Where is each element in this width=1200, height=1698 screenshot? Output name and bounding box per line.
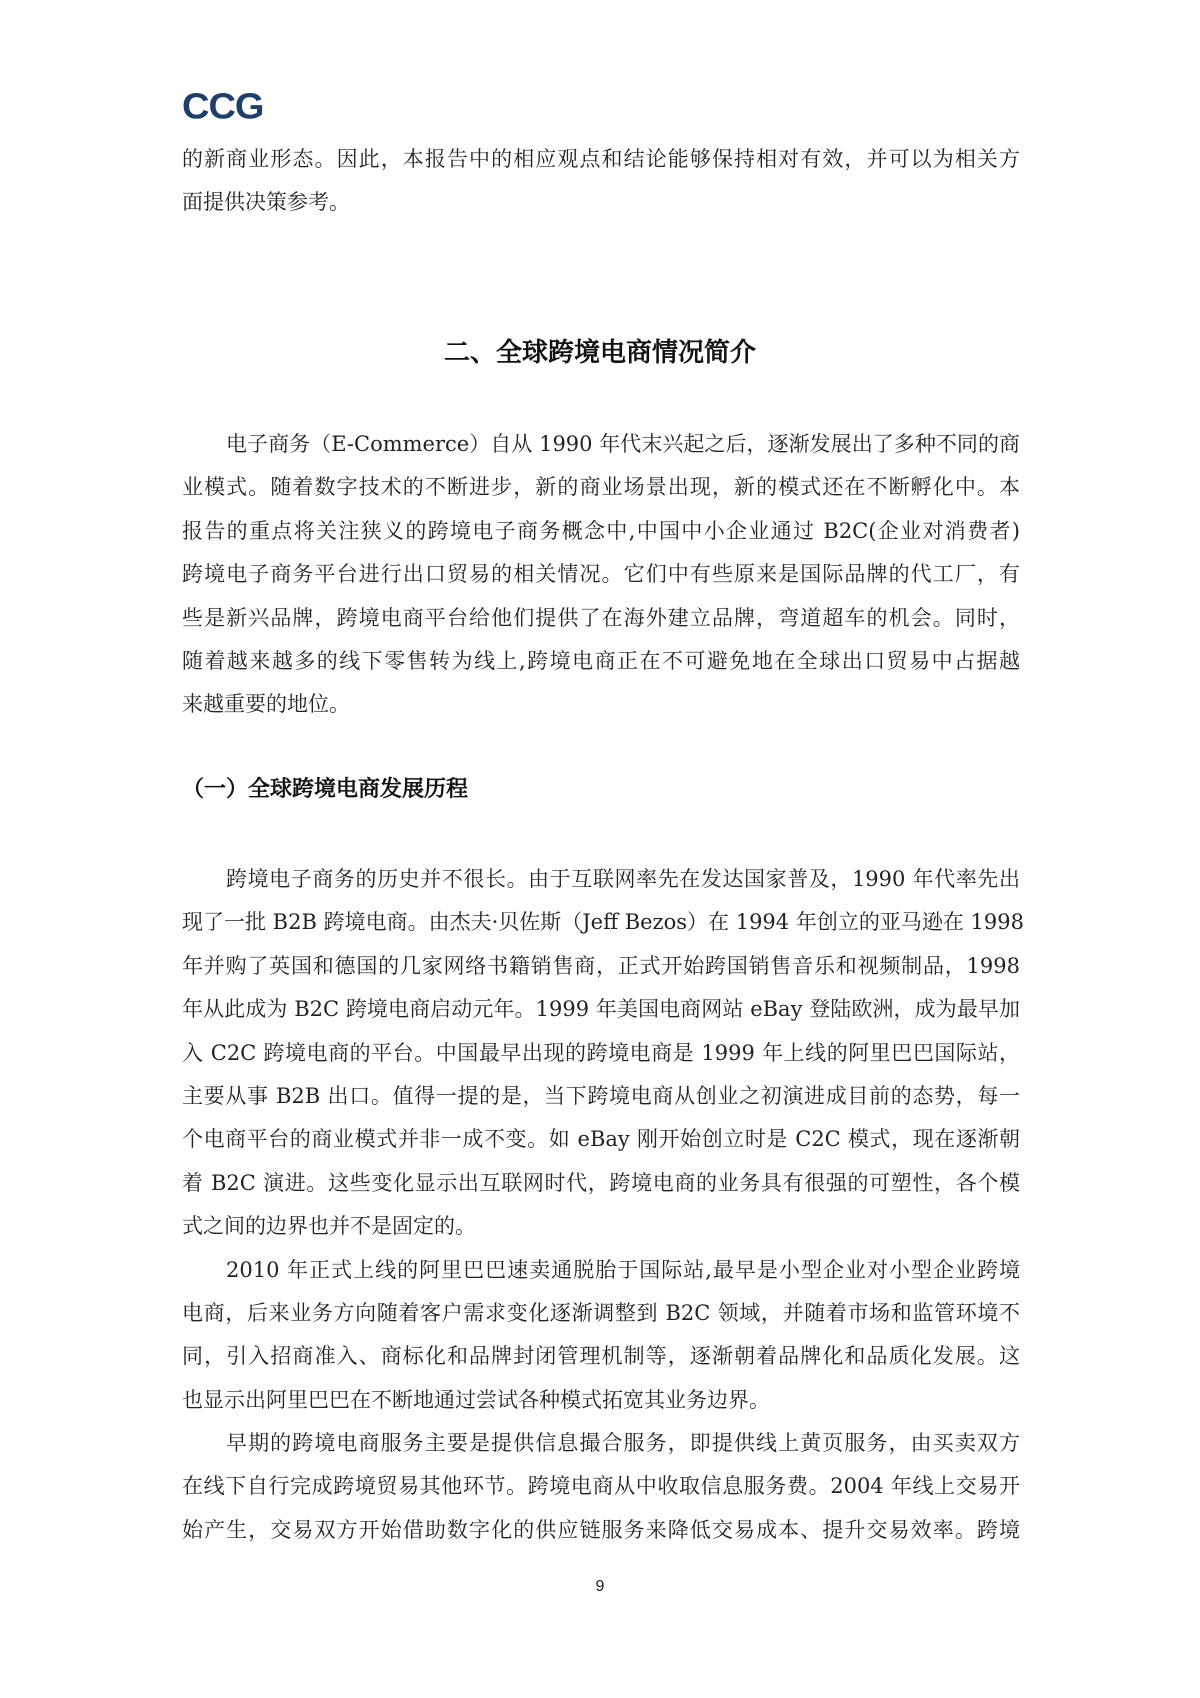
- text-line: 也显示出阿里巴巴在不断地通过尝试各种模式拓宽其业务边界。: [182, 1387, 770, 1412]
- text-line: 个电商平台的商业模式并非一成不变。如 eBay 刚开始创立时是 C2C 模式，现在逐渐朝: [182, 1127, 1020, 1152]
- section-paragraph: [182, 423, 1020, 727]
- text-line: 式之间的边界也并不是固定的。: [182, 1214, 476, 1239]
- text-line: 现了一批 B2B 跨境电商。由杰夫·贝佐斯（Jeff Bezos）在 1994 年创立的亚马逊在 1998: [182, 910, 1024, 935]
- text-line: 跨境电子商务平台进行出口贸易的相关情况。它们中有些原来是国际品牌的代工厂，有: [182, 562, 1020, 587]
- text-line: 年从此成为 B2C 跨境电商启动元年。1999 年美国电商网站 eBay 登陆欧洲，成为最早加: [182, 997, 1020, 1022]
- text-line: 业模式。随着数字技术的不断进步，新的商业场景出现，新的模式还在不断孵化中。本: [182, 475, 1020, 500]
- text-line: 面提供决策参考。: [182, 190, 350, 215]
- paragraph-early-services: [182, 1422, 1020, 1552]
- page-number: 9: [595, 1578, 605, 1595]
- text-line: 2010 年正式上线的阿里巴巴速卖通脱胎于国际站,最早是小型企业对小型企业跨境: [226, 1257, 1020, 1282]
- text-line: 主要从事 B2B 出口。值得一提的是，当下跨境电商从创业之初演进成目前的态势，每一: [182, 1083, 1020, 1108]
- text-line: 随着越来越多的线下零售转为线上,跨境电商正在不可避免地在全球出口贸易中占据越: [182, 648, 1020, 673]
- text-line: 着 B2C 演进。这些变化显示出互联网时代，跨境电商的业务具有很强的可塑性，各个模: [182, 1170, 1020, 1195]
- text-line: 来越重要的地位。: [182, 692, 350, 717]
- text-line: 报告的重点将关注狭义的跨境电子商务概念中,中国中小企业通过 B2C(企业对消费者): [182, 518, 1020, 543]
- paragraph-history: [182, 858, 1024, 1249]
- text-line: 同，引入招商准入、商标化和品牌封闭管理机制等，逐渐朝着品牌化和品质化发展。这: [182, 1344, 1020, 1369]
- text-line: 的新商业形态。因此，本报告中的相应观点和结论能够保持相对有效，并可以为相关方: [182, 147, 1020, 171]
- text-line: 电商，后来业务方向随着客户需求变化逐渐调整到 B2C 领域，并随着市场和监管环境不: [182, 1300, 1020, 1325]
- text-line: 早期的跨境电商服务主要是提供信息撮合服务，即提供线上黄页服务，由买卖双方: [226, 1431, 1020, 1456]
- text-line: 入 C2C 跨境电商的平台。中国最早出现的跨境电商是 1999 年上线的阿里巴巴国际站，: [182, 1040, 1020, 1065]
- intro-paragraph: [182, 138, 1020, 225]
- text-line: 始产生，交易双方开始借助数字化的供应链服务来降低交易成本、提升交易效率。跨境: [182, 1517, 1020, 1542]
- text-line: 电子商务（E-Commerce）自从 1990 年代末兴起之后，逐渐发展出了多种不同的商: [226, 432, 1020, 456]
- text-line: 些是新兴品牌，跨境电商平台给他们提供了在海外建立品牌，弯道超车的机会。同时，: [182, 605, 1020, 630]
- section-title: 二、全球跨境电商情况简介: [443, 338, 756, 368]
- text-line: 年并购了英国和德国的几家网络书籍销售商，正式开始跨国销售音乐和视频制品，1998: [182, 953, 1020, 978]
- text-line: 在线下自行完成跨境贸易其他环节。跨境电商从中收取信息服务费。2004 年线上交易开: [182, 1474, 1020, 1499]
- paragraph-aliexpress: [182, 1249, 1020, 1423]
- ccg-logo: CCG: [182, 87, 264, 127]
- subsection-title: （一）全球跨境电商发展历程: [182, 777, 469, 802]
- subsection-body: [182, 858, 1024, 1552]
- text-line: 跨境电子商务的历史并不很长。由于互联网率先在发达国家普及，1990 年代率先出: [226, 867, 1020, 891]
